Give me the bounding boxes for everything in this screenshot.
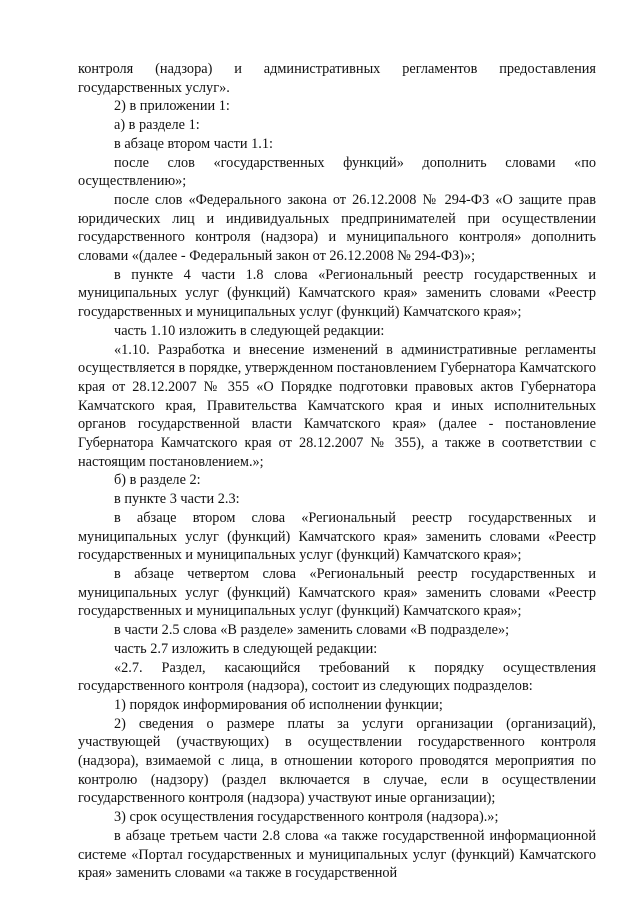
paragraph: «2.7. Раздел, касающийся требований к порядку осуществления государственного контроля (надзора), состоит из следующих подразделов: bbox=[78, 659, 596, 695]
paragraph: в части 2.5 слова «В разделе» заменить словами «В подразделе»; bbox=[114, 622, 510, 639]
paragraph: а) в разделе 1: bbox=[114, 117, 200, 134]
paragraph: после слов «Федерального закона от 26.12.2008 № 294-ФЗ «О защите прав юридических лиц и индивидуальных предпринимателей при осуществлении государственного контроля (надзора) и муниципального контроля» дополнить словами «(далее - Федеральный закон от 26.12.2008 № 294-ФЗ)»; bbox=[78, 191, 596, 265]
paragraph: 2) сведения о размере платы за услуги организации (организаций), участвующей (участвующих) в осуществлении государственного контроля (надзора), взимаемой с лица, в отношении которого проводятся мероприятия по контролю (надзору) (раздел включается в случае, если в осуществлении государственного контроля (надзора) участвуют иные организации); bbox=[78, 715, 596, 807]
paragraph: часть 1.10 изложить в следующей редакции: bbox=[114, 322, 385, 339]
paragraph: в абзаце втором слова «Региональный реестр государственных и муниципальных услуг (функций) Камчатского края» заменить словами «Реестр государственных и муниципальных услуг (функций) Камчатского края»; bbox=[78, 509, 596, 564]
paragraph: «1.10. Разработка и внесение изменений в административные регламенты осуществляется в порядке, утвержденном постановлением Губернатора Камчатского края от 28.12.2007 № 355 «О Порядке подготовки правовых актов Губернатора Камчатского края, Правительства Камчатского края и иных исполнительных органов государственной власти Камчатского края» (далее - постановление Губернатора Камчатского края от 28.12.2007 № 355), а также в соответствии с настоящим постановлением.»; bbox=[78, 341, 596, 470]
paragraph: 2) в приложении 1: bbox=[114, 98, 230, 115]
paragraph: в абзаце третьем части 2.8 слова «а также государственной информационной системе «Портал государственных и муниципальных услуг (функций) Камчатского края» заменить словами «а также в государственной bbox=[78, 827, 596, 882]
document-body bbox=[78, 60, 596, 883]
paragraph: 1) порядок информирования об исполнении функции; bbox=[114, 696, 443, 713]
paragraph: в пункте 4 части 1.8 слова «Региональный реестр государственных и муниципальных услуг (функций) Камчатского края» заменить словами «Реестр государственных и муниципальных услуг (функций) Камчатского края»; bbox=[78, 266, 596, 321]
paragraph: в пункте 3 части 2.3: bbox=[114, 491, 240, 508]
paragraph: в абзаце четвертом слова «Региональный реестр государственных и муниципальных услуг (функций) Камчатского края» заменить словами «Реестр государственных и муниципальных услуг (функций) Камчатского края»; bbox=[78, 565, 596, 620]
paragraph: контроля (надзора) и административных регламентов предоставления государственных услуг». bbox=[78, 61, 596, 96]
paragraph: после слов «государственных функций» дополнить словами «по осуществлению»; bbox=[78, 154, 596, 190]
paragraph: часть 2.7 изложить в следующей редакции: bbox=[114, 640, 378, 657]
paragraph: 3) срок осуществления государственного контроля (надзора).»; bbox=[114, 809, 499, 826]
paragraph: б) в разделе 2: bbox=[114, 472, 201, 489]
paragraph: в абзаце втором части 1.1: bbox=[114, 135, 273, 152]
